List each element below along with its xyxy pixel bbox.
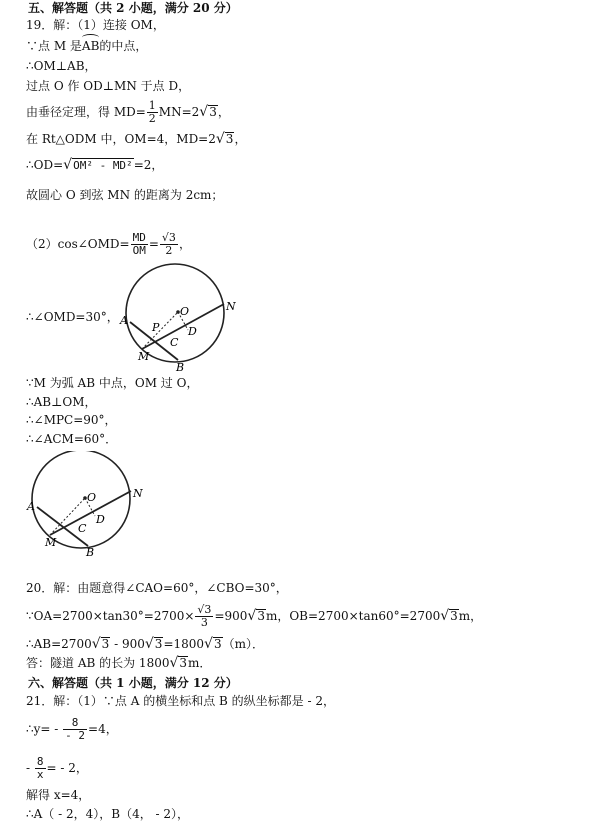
fraction-half: $\frac{1}{2}$ [148, 99, 156, 125]
q19-line-14: ∴∠ACM=60°． [26, 432, 118, 446]
q19-line-5: 由垂径定理，得 MD= $\frac{1}{2}$ MN=2√3， [26, 99, 230, 125]
q21-line-4: 解得 x=4， [26, 788, 91, 802]
label-m: M [138, 350, 150, 363]
q19-line-2: ∵点 M 是AB的中点， [26, 39, 148, 53]
fraction-md-om: $\frac{MD}{OM}$ [132, 231, 146, 257]
label-b: B [176, 361, 185, 374]
q19-line-7: ∴OD=√OM² - MD²=2， [26, 157, 164, 173]
fraction-root3-over-3: $\frac{√3}{3}$ [197, 603, 212, 629]
q19-line-8: 故圆心 O 到弦 MN 的距离为 2cm； [26, 188, 224, 202]
label-n: N [226, 300, 236, 313]
q19-line-10: ∴∠OMD=30°， [26, 310, 119, 324]
q20-line-2: ∵OA=2700×tan30°=2700× $\frac{√3}{3}$ =900√3m，OB=2700×tan60°=2700√3m， [26, 603, 483, 629]
q21-line-2: ∴y= - $\frac{8}{- 2}$ =4， [26, 716, 118, 742]
circle-figure-1 [118, 262, 236, 374]
label-d: D [188, 325, 197, 338]
label-p: P [152, 321, 160, 334]
q20-line-3: ∴AB=2700√3 - 900√3=1800√3（m）． [26, 636, 264, 652]
fraction-8-over-x: $\frac{8}{x}$ [36, 755, 44, 781]
q20-line-4: 答：隧道 AB 的长为 1800√3m． [26, 655, 212, 671]
q19-line-1: 19．解：（1）连接 OM， [26, 18, 165, 32]
q19-line-13: ∴∠MPC=90°， [26, 413, 117, 427]
q19-line-9: （2）cos∠OMD= $\frac{MD}{OM}$ = $\frac{√3}{2}$ ， [26, 231, 191, 257]
section-5-title: 五、解答题（共 2 小题，满分 20 分） [28, 1, 238, 15]
q21-line-5: ∴A（ - 2，4），B（4， - 2）， [26, 807, 190, 821]
label-d: D [96, 513, 105, 526]
label-c: C [78, 522, 87, 535]
label-m: M [45, 536, 57, 549]
label-o: O [87, 491, 97, 504]
q19-line-4: 过点 O 作 OD⊥MN 于点 D， [26, 79, 191, 93]
fraction-8-over-neg2: $\frac{8}{- 2}$ [65, 716, 86, 742]
arc-ab: AB [81, 39, 100, 53]
label-a: A [27, 500, 35, 513]
q19-line-6: 在 Rt△ODM 中，OM=4，MD=2√3， [26, 131, 247, 147]
q19-line-11: ∵M 为弧 AB 中点，OM 过 O， [26, 376, 199, 390]
q21-line-3: - $\frac{8}{x}$ = - 2， [26, 755, 88, 781]
label-c: C [170, 336, 179, 349]
circle-figure-2 [24, 451, 148, 558]
q20-line-1: 20．解：由题意得∠CAO=60°，∠CBO=30°， [26, 581, 288, 595]
label-b: B [86, 546, 95, 558]
label-o: O [180, 305, 190, 318]
q19-line-12: ∴AB⊥OM， [26, 395, 97, 409]
fraction-root3-over-2: $\frac{√3}{2}$ [161, 231, 176, 257]
label-a: A [120, 314, 128, 327]
section-6-title: 六、解答题（共 1 小题，满分 12 分） [28, 676, 238, 690]
label-n: N [133, 487, 143, 500]
q19-line-3: ∴OM⊥AB， [26, 59, 97, 73]
q21-line-1: 21．解：（1）∵点 A 的横坐标和点 B 的纵坐标都是 - 2， [26, 694, 335, 708]
